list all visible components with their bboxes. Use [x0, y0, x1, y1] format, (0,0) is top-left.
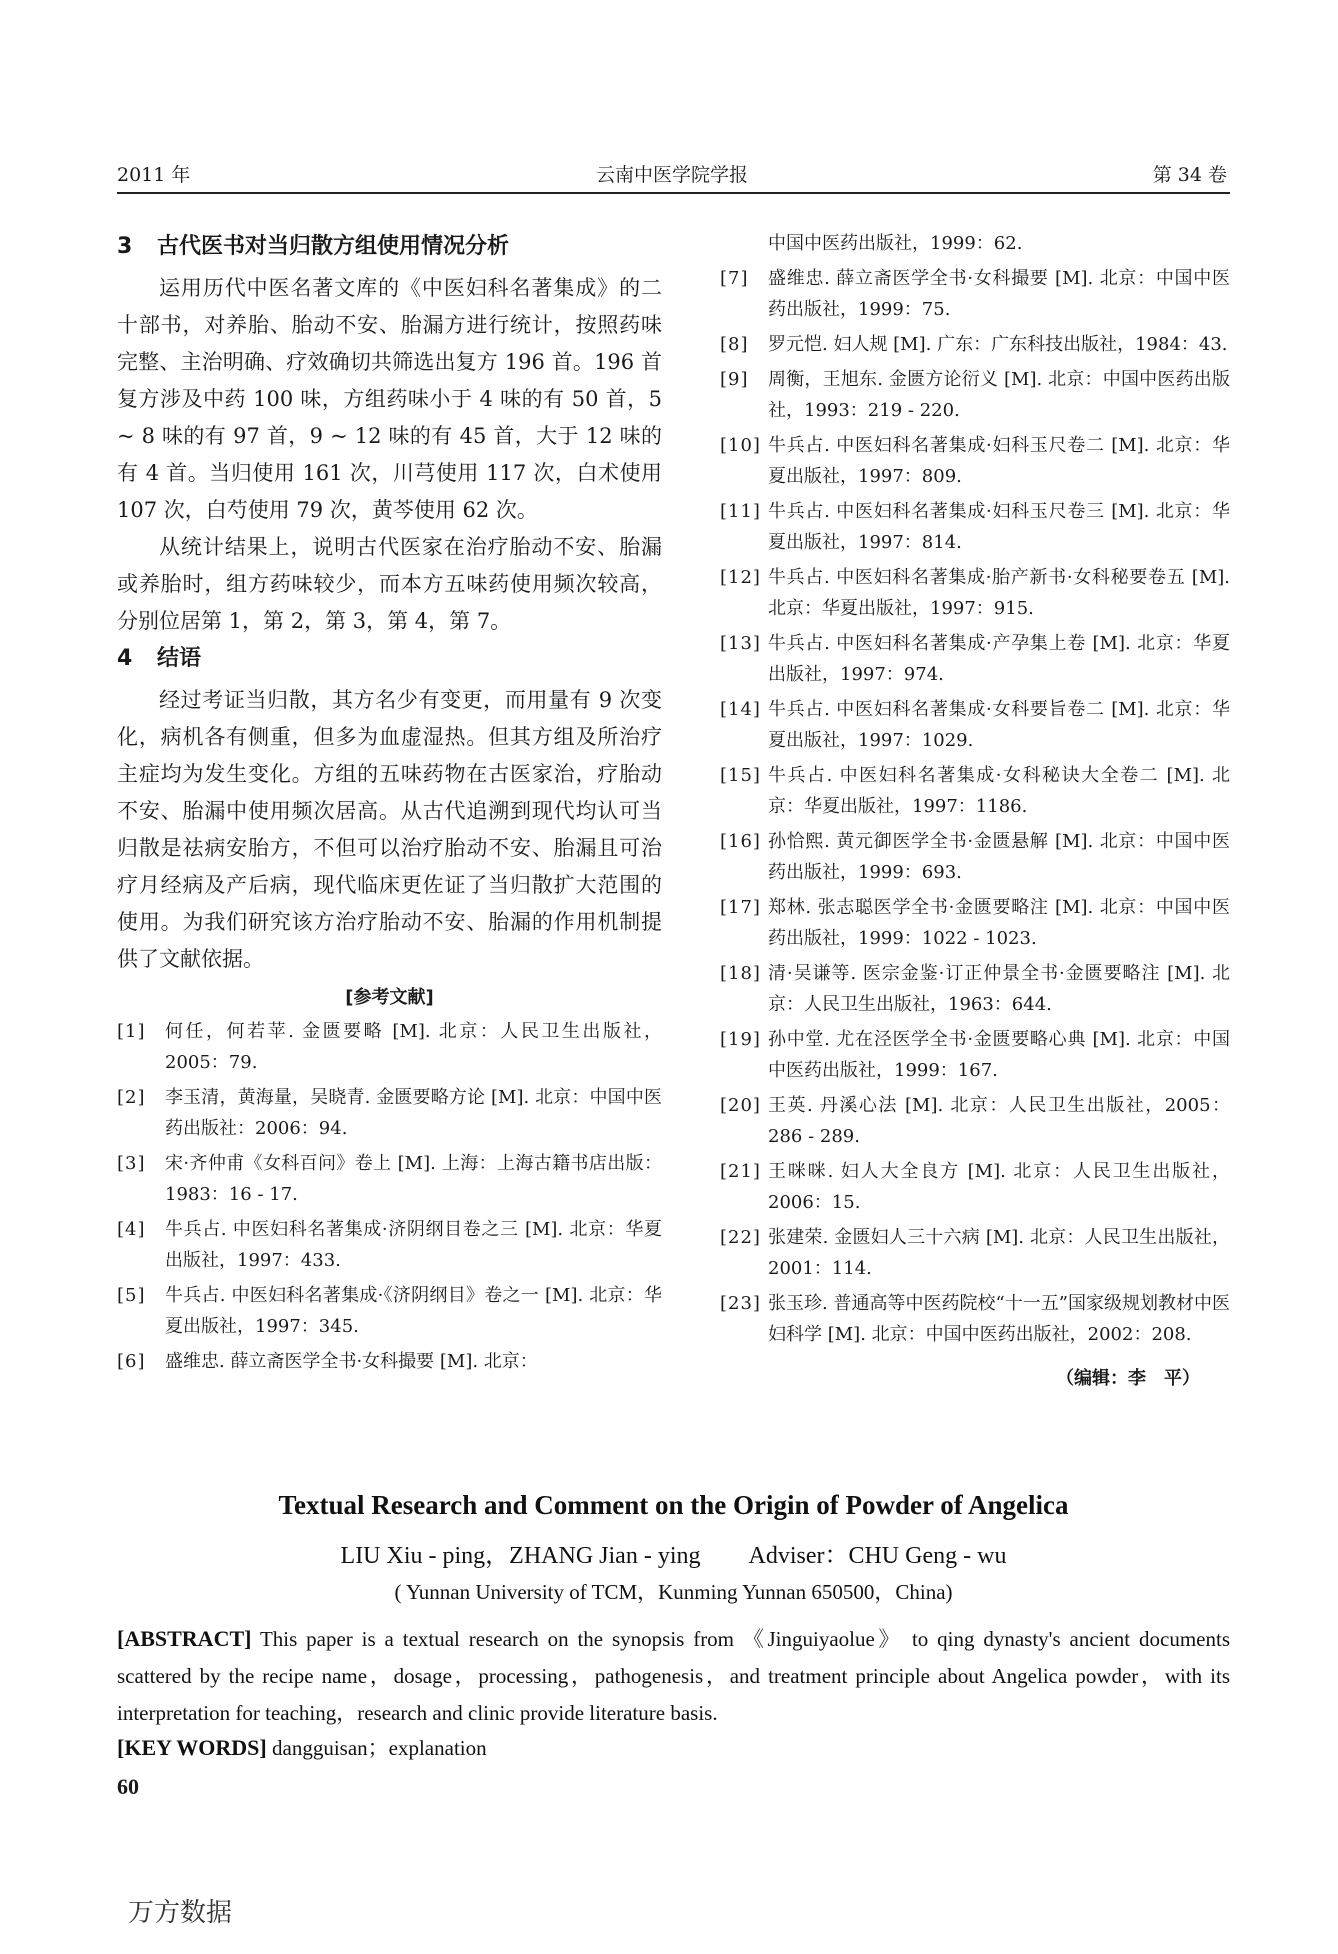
references-left — [117, 1016, 662, 1377]
page-number: 60 — [117, 1774, 139, 1799]
references-title: [参考文献] — [345, 987, 434, 1008]
reference-continuation: 中国中医药出版社，1999：62. — [768, 233, 1023, 254]
reference-item: [18] 清·吴谦等. 医宗金鉴·订正仲景全书·金匮要略注 [M]. 北京：人民卫生出版社，1963：644. — [720, 963, 1230, 1015]
section-4-paragraph-1: 经过考证当归散，其方名少有变更，而用量有 9 次变化，病机各有侧重，但多为血虚湿热。但其方组及所治疗主症均为发生变化。方组的五味药物在古医家治，疗胎动不安、胎漏中使用频次居高。从古代追溯到现代均认可当归散是祛病安胎方，不但可以治疗胎动不安、胎漏且可治疗月经病及产后病，现代临床更佐证了当归散扩大范围的使用。为我们研究该方治疗胎动不安、胎漏的作用机制提供了文献依据。 — [117, 688, 662, 971]
reference-item: [6] 盛维忠. 薛立斋医学全书·女科撮要 [M]. 北京： — [117, 1351, 538, 1372]
right-column — [720, 228, 1230, 1390]
section-4-number: 4 — [117, 646, 133, 671]
reference-item: [8] 罗元恺. 妇人规 [M]. 广东：广东科技出版社，1984：43. — [720, 334, 1228, 355]
reference-item: [22] 张建荣. 金匮妇人三十六病 [M]. 北京：人民卫生出版社，2001：114. — [720, 1227, 1230, 1279]
reference-item: [10] 牛兵占. 中医妇科名著集成·妇科玉尺卷二 [M]. 北京：华夏出版社，1997：809. — [720, 435, 1230, 487]
reference-item: [16] 孙恰熙. 黄元御医学全书·金匮悬解 [M]. 北京：中国中医药出版社，1999：693. — [720, 831, 1230, 883]
english-affiliation: ( Yunnan University of TCM，Kunming Yunnan 650500，China) — [394, 1580, 953, 1604]
abstract-label: [ABSTRACT] — [117, 1626, 252, 1651]
running-header — [117, 160, 1227, 190]
english-keywords — [117, 1732, 1230, 1762]
left-column — [117, 228, 662, 1381]
header-rule — [117, 192, 1230, 194]
reference-item: [1] 何任，何若苹. 金匮要略 [M]. 北京：人民卫生出版社，2005：79. — [117, 1021, 662, 1073]
footer-watermark: 万方数据 — [128, 1898, 233, 1928]
header-year: 2011 年 — [117, 164, 191, 186]
reference-item: [20] 王英. 丹溪心法 [M]. 北京：人民卫生出版社，2005：286 - 289. — [720, 1095, 1230, 1147]
header-journal: 云南中医学院学报 — [595, 164, 748, 186]
reference-item: [4] 牛兵占. 中医妇科名著集成·济阴纲目卷之三 [M]. 北京：华夏出版社，1997：433. — [117, 1219, 662, 1271]
section-4-title: 结语 — [157, 646, 202, 671]
reference-item: [13] 牛兵占. 中医妇科名著集成·产孕集上卷 [M]. 北京：华夏出版社，1997：974. — [720, 633, 1230, 685]
section-4-heading — [117, 640, 662, 678]
reference-item: [23] 张玉珍. 普通高等中医药院校“十一五”国家级规划教材中医妇科学 [M]. 北京：中国中医药出版社，2002：208. — [720, 1293, 1230, 1345]
english-title: Textual Research and Comment on the Origin of Powder of Angelica — [278, 1490, 1069, 1520]
reference-item: [21] 王咪咪. 妇人大全良方 [M]. 北京：人民卫生出版社，2006：15. — [720, 1161, 1230, 1213]
section-3-paragraph-2: 从统计结果上，说明古代医家在治疗胎动不安、胎漏或养胎时，组方药味较少，而本方五味药使用频次较高，分别位居第 1，第 2，第 3，第 4，第 7。 — [117, 535, 662, 633]
reference-item: [11] 牛兵占. 中医妇科名著集成·妇科玉尺卷三 [M]. 北京：华夏出版社，1997：814. — [720, 501, 1230, 553]
english-authors: LIU Xiu - ping，ZHANG Jian - ying Adviser：CHU Geng - wu — [340, 1543, 1007, 1569]
section-3-title: 古代医书对当归散方组使用情况分析 — [157, 234, 510, 259]
reference-item: [19] 孙中堂. 尤在泾医学全书·金匮要略心典 [M]. 北京：中国中医药出版社，1999：167. — [720, 1029, 1230, 1081]
reference-item: [7] 盛维忠. 薛立斋医学全书·女科撮要 [M]. 北京：中国中医药出版社，1999：75. — [720, 268, 1230, 320]
section-3-paragraph-1: 运用历代中医名著文库的《中医妇科名著集成》的二十部书，对养胎、胎动不安、胎漏方进行统计，按照药味完整、主治明确、疗效确切共筛选出复方 196 首。196 首复方涉及中药 100 味，方组药味小于 4 味的有 50 首，5 ~ 8 味的有 97 首，9 ~ 12 味的有 45 首，大于 12 味的有 4 首。当归使用 161 次，川芎使用 117 次，白术使用 107 次，白芍使用 79 次，黄芩使用 62 次。 — [117, 276, 662, 522]
keywords-label: [KEY WORDS] — [117, 1735, 267, 1760]
reference-item: [3] 宋·齐仲甫《女科百问》卷上 [M]. 上海：上海古籍书店出版：1983：16 - 17. — [117, 1153, 662, 1205]
header-volume: 第 34 卷 — [1152, 164, 1227, 186]
editor-credit: （编辑：李 平） — [1056, 1368, 1200, 1389]
section-3-number: 3 — [117, 234, 133, 259]
reference-item: [14] 牛兵占. 中医妇科名著集成·女科要旨卷二 [M]. 北京：华夏出版社，1997：1029. — [720, 699, 1230, 751]
reference-item: [5] 牛兵占. 中医妇科名著集成·《济阴纲目》卷之一 [M]. 北京：华夏出版社，1997：345. — [117, 1285, 662, 1337]
reference-item: [17] 郑林. 张志聪医学全书·金匮要略注 [M]. 北京：中国中医药出版社，1999：1022 - 1023. — [720, 897, 1230, 949]
abstract-text: This paper is a textual research on the synopsis from 《Jinguiyaolue》 to qing dynasty's ancient documents scattered by the recipe name，dosage，processing，pathogenesis，and treatment principle about Angelica powder，with its interpretation for teaching，research and clinic provide literature basis. — [117, 1627, 1230, 1725]
section-3-heading — [117, 228, 662, 266]
reference-item: [9] 周衡，王旭东. 金匮方论衍义 [M]. 北京：中国中医药出版社，1993：219 - 220. — [720, 369, 1230, 421]
reference-item: [2] 李玉清，黄海量，吴晓青. 金匮要略方论 [M]. 北京：中国中医药出版社：2006：94. — [117, 1087, 662, 1139]
reference-item: [12] 牛兵占. 中医妇科名著集成·胎产新书·女科秘要卷五 [M]. 北京：华夏出版社，1997：915. — [720, 567, 1230, 619]
english-abstract — [117, 1620, 1230, 1732]
keywords-text: dangguisan；explanation — [266, 1736, 487, 1760]
reference-item: [15] 牛兵占. 中医妇科名著集成·女科秘诀大全卷二 [M]. 北京：华夏出版社，1997：1186. — [720, 765, 1230, 817]
